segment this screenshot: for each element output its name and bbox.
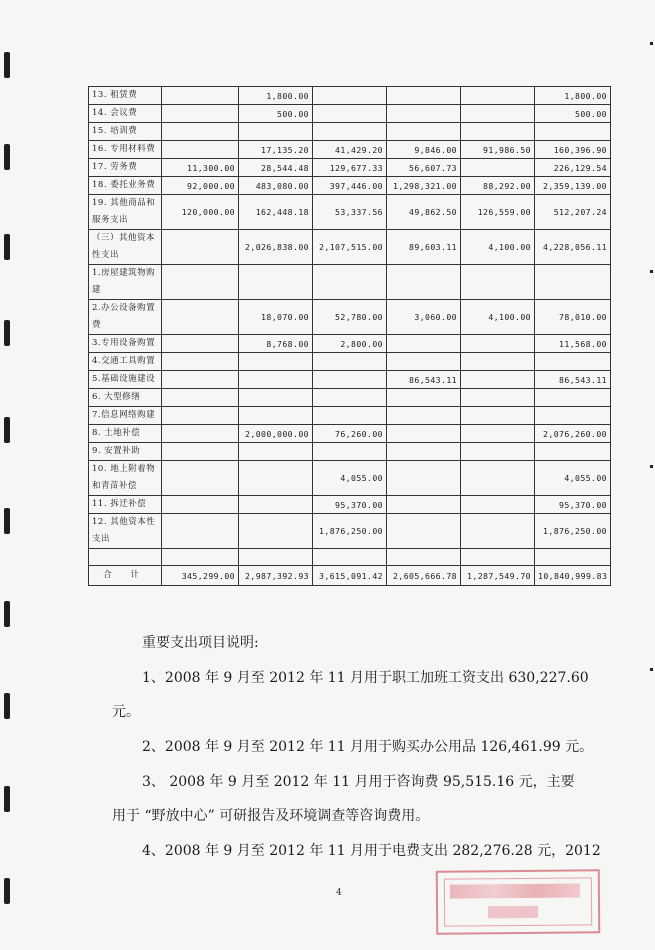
amount-cell: [239, 443, 313, 461]
amount-cell: [239, 496, 313, 514]
binding-hole: [4, 693, 10, 719]
amount-cell: [387, 514, 461, 549]
amount-cell: [162, 407, 239, 425]
amount-cell: [387, 496, 461, 514]
table-row: [89, 514, 611, 549]
amount-cell: [162, 123, 239, 141]
total-amount-cell: 4,055.00: [535, 461, 611, 496]
amount-cell: [239, 371, 313, 389]
amount-cell: [461, 87, 535, 105]
amount-cell: [387, 389, 461, 407]
scan-mark: [650, 668, 653, 671]
table-row: [89, 443, 611, 461]
item-name-cell: 9. 安置补助: [89, 443, 162, 461]
amount-cell: [387, 265, 461, 300]
amount-cell: 56,607.73: [387, 159, 461, 177]
item-name-cell: 1.房屋建筑物购建: [89, 265, 162, 300]
amount-cell: [387, 443, 461, 461]
binding-hole: [4, 786, 10, 812]
table-row: [89, 461, 611, 496]
table-row: [89, 389, 611, 407]
amount-cell: 397,446.00: [313, 177, 387, 195]
item-name-cell: 19. 其他商品和服务支出: [89, 195, 162, 230]
binding-hole: [4, 601, 10, 627]
amount-cell: [239, 407, 313, 425]
amount-cell: [162, 265, 239, 300]
page-number: 4: [336, 888, 342, 898]
amount-cell: [162, 141, 239, 159]
amount-cell: 1,287,549.70: [461, 566, 535, 586]
total-amount-cell: 11,568.00: [535, 335, 611, 353]
binding-holes: [4, 0, 14, 950]
table-row: [89, 123, 611, 141]
item-name-cell: 2.办公设备购置费: [89, 300, 162, 335]
table-row: [89, 265, 611, 300]
amount-cell: 89,603.11: [387, 230, 461, 265]
amount-cell: 2,800.00: [313, 335, 387, 353]
amount-cell: [387, 461, 461, 496]
total-amount-cell: [535, 549, 611, 566]
amount-cell: [387, 407, 461, 425]
amount-cell: [239, 265, 313, 300]
amount-cell: [162, 443, 239, 461]
amount-cell: 2,026,838.00: [239, 230, 313, 265]
item-name-cell: 7.信息网络购建: [89, 407, 162, 425]
amount-cell: 9,846.00: [387, 141, 461, 159]
amount-cell: [461, 123, 535, 141]
amount-cell: [461, 425, 535, 443]
total-amount-cell: 512,207.24: [535, 195, 611, 230]
item-name-cell: 13. 租赁费: [89, 87, 162, 105]
amount-cell: [162, 549, 239, 566]
note-item-1: 1、2008 年 9 月至 2012 年 11 月用于职工加班工资支出 630,227.60: [142, 670, 589, 686]
expenditure-table: [88, 86, 611, 586]
amount-cell: [461, 443, 535, 461]
amount-cell: [461, 389, 535, 407]
amount-cell: 4,100.00: [461, 300, 535, 335]
amount-cell: [313, 105, 387, 123]
amount-cell: [162, 496, 239, 514]
table-total-row: [89, 566, 611, 586]
amount-cell: 2,000,000.00: [239, 425, 313, 443]
total-amount-cell: 226,129.54: [535, 159, 611, 177]
item-name-cell: 12. 其他资本性支出: [89, 514, 162, 549]
item-name-cell: 10. 地上附着物和青苗补偿: [89, 461, 162, 496]
amount-cell: 41,429.20: [313, 141, 387, 159]
amount-cell: [313, 549, 387, 566]
amount-cell: 49,862.50: [387, 195, 461, 230]
amount-cell: [239, 514, 313, 549]
table-row: [89, 230, 611, 265]
binding-hole: [4, 417, 10, 443]
amount-cell: 76,260.00: [313, 425, 387, 443]
amount-cell: 53,337.56: [313, 195, 387, 230]
amount-cell: 52,780.00: [313, 300, 387, 335]
item-name-cell: 11. 拆迁补偿: [89, 496, 162, 514]
amount-cell: 86,543.11: [387, 371, 461, 389]
scan-mark: [650, 270, 653, 273]
amount-cell: [162, 300, 239, 335]
amount-cell: [162, 230, 239, 265]
amount-cell: [461, 265, 535, 300]
amount-cell: 17,135.20: [239, 141, 313, 159]
total-amount-cell: [535, 353, 611, 371]
amount-cell: 2,107,515.00: [313, 230, 387, 265]
amount-cell: [162, 461, 239, 496]
table-row: [89, 177, 611, 195]
amount-cell: 92,000.00: [162, 177, 239, 195]
amount-cell: 483,080.00: [239, 177, 313, 195]
binding-hole: [4, 320, 10, 346]
total-amount-cell: 1,876,250.00: [535, 514, 611, 549]
total-amount-cell: 2,076,260.00: [535, 425, 611, 443]
total-amount-cell: [535, 265, 611, 300]
total-amount-cell: 10,840,999.83: [535, 566, 611, 586]
amount-cell: 129,677.33: [313, 159, 387, 177]
binding-hole: [4, 878, 10, 904]
amount-cell: [461, 407, 535, 425]
item-name-cell: 6. 大型修缮: [89, 389, 162, 407]
total-amount-cell: [535, 123, 611, 141]
amount-cell: [162, 105, 239, 123]
amount-cell: [461, 159, 535, 177]
table-row: [89, 496, 611, 514]
total-amount-cell: [535, 389, 611, 407]
amount-cell: [461, 105, 535, 123]
binding-hole: [4, 508, 10, 534]
amount-cell: 4,055.00: [313, 461, 387, 496]
total-amount-cell: 500.00: [535, 105, 611, 123]
amount-cell: [387, 335, 461, 353]
amount-cell: [461, 514, 535, 549]
scan-mark: [650, 465, 653, 468]
amount-cell: [162, 335, 239, 353]
amount-cell: 500.00: [239, 105, 313, 123]
total-amount-cell: 2,359,139.00: [535, 177, 611, 195]
amount-cell: 91,986.50: [461, 141, 535, 159]
amount-cell: [313, 443, 387, 461]
amount-cell: [239, 549, 313, 566]
amount-cell: 1,800.00: [239, 87, 313, 105]
amount-cell: [387, 353, 461, 371]
item-name-cell: 合 计: [89, 566, 162, 586]
amount-cell: [387, 123, 461, 141]
total-amount-cell: 1,800.00: [535, 87, 611, 105]
item-name-cell: 18. 委托业务费: [89, 177, 162, 195]
total-amount-cell: 78,010.00: [535, 300, 611, 335]
amount-cell: 18,070.00: [239, 300, 313, 335]
table-row: [89, 105, 611, 123]
amount-cell: [162, 514, 239, 549]
amount-cell: [313, 407, 387, 425]
note-item-2: 2、2008 年 9 月至 2012 年 11 月用于购买办公用品 126,461.99 元。: [142, 739, 594, 755]
amount-cell: [162, 371, 239, 389]
amount-cell: 4,100.00: [461, 230, 535, 265]
amount-cell: 28,544.48: [239, 159, 313, 177]
table-row: [89, 335, 611, 353]
amount-cell: [461, 461, 535, 496]
amount-cell: 11,300.00: [162, 159, 239, 177]
seal-text-smudge: [450, 883, 580, 898]
item-name-cell: 16. 专用材料费: [89, 141, 162, 159]
item-name-cell: （三）其他资本性支出: [89, 230, 162, 265]
total-amount-cell: 160,396.90: [535, 141, 611, 159]
total-amount-cell: [535, 443, 611, 461]
notes-heading: 重要支出项目说明:: [142, 635, 259, 651]
item-name-cell: 4.交通工具购置: [89, 353, 162, 371]
amount-cell: [461, 335, 535, 353]
amount-cell: 1,298,321.00: [387, 177, 461, 195]
item-name-cell: 17. 劳务费: [89, 159, 162, 177]
total-amount-cell: 4,228,056.11: [535, 230, 611, 265]
amount-cell: 345,299.00: [162, 566, 239, 586]
amount-cell: [387, 87, 461, 105]
amount-cell: 1,876,250.00: [313, 514, 387, 549]
table-row: [89, 425, 611, 443]
table-row: [89, 549, 611, 566]
binding-hole: [4, 234, 10, 260]
amount-cell: [387, 425, 461, 443]
item-name-cell: 8. 土地补偿: [89, 425, 162, 443]
amount-cell: 162,448.18: [239, 195, 313, 230]
amount-cell: 2,987,392.93: [239, 566, 313, 586]
amount-cell: [313, 389, 387, 407]
table-row: [89, 87, 611, 105]
amount-cell: [239, 353, 313, 371]
amount-cell: [313, 353, 387, 371]
amount-cell: 3,615,091.42: [313, 566, 387, 586]
note-item-3: 3、 2008 年 9 月至 2012 年 11 月用于咨询费 95,515.16 元，主要: [142, 774, 575, 790]
total-amount-cell: 95,370.00: [535, 496, 611, 514]
amount-cell: 3,060.00: [387, 300, 461, 335]
amount-cell: 95,370.00: [313, 496, 387, 514]
amount-cell: [239, 461, 313, 496]
table-row: [89, 371, 611, 389]
amount-cell: [461, 353, 535, 371]
amount-cell: [313, 371, 387, 389]
amount-cell: [313, 123, 387, 141]
table-row: [89, 407, 611, 425]
scan-mark: [650, 42, 653, 45]
amount-cell: [313, 265, 387, 300]
amount-cell: [387, 105, 461, 123]
table-row: [89, 141, 611, 159]
table-row: [89, 159, 611, 177]
amount-cell: 88,292.00: [461, 177, 535, 195]
amount-cell: [162, 87, 239, 105]
item-name-cell: 5.基础设施建设: [89, 371, 162, 389]
table-row: [89, 300, 611, 335]
total-amount-cell: 86,543.11: [535, 371, 611, 389]
amount-cell: [239, 123, 313, 141]
amount-cell: 2,605,666.78: [387, 566, 461, 586]
official-seal-stamp: [436, 869, 601, 934]
amount-cell: [162, 389, 239, 407]
amount-cell: [162, 425, 239, 443]
note-item-3-continued: 用于 “野放中心” 可研报告及环境调查等咨询费用。: [112, 808, 430, 824]
binding-hole: [4, 144, 10, 170]
note-item-1-continued: 元。: [112, 704, 140, 720]
amount-cell: [387, 549, 461, 566]
note-item-4: 4、2008 年 9 月至 2012 年 11 月用于电费支出 282,276.28 元，2012: [142, 843, 601, 859]
amount-cell: [313, 87, 387, 105]
amount-cell: [461, 371, 535, 389]
seal-text-smudge: [488, 906, 538, 918]
table-body: [89, 87, 611, 586]
amount-cell: 8,768.00: [239, 335, 313, 353]
total-amount-cell: [535, 407, 611, 425]
amount-cell: [162, 353, 239, 371]
item-name-cell: [89, 549, 162, 566]
binding-hole: [4, 52, 10, 78]
table-row: [89, 195, 611, 230]
amount-cell: [461, 496, 535, 514]
table-row: [89, 353, 611, 371]
amount-cell: [461, 549, 535, 566]
item-name-cell: 3.专用设备购置: [89, 335, 162, 353]
item-name-cell: 14. 会议费: [89, 105, 162, 123]
amount-cell: 120,000.00: [162, 195, 239, 230]
amount-cell: 126,559.00: [461, 195, 535, 230]
item-name-cell: 15. 培训费: [89, 123, 162, 141]
amount-cell: [239, 389, 313, 407]
